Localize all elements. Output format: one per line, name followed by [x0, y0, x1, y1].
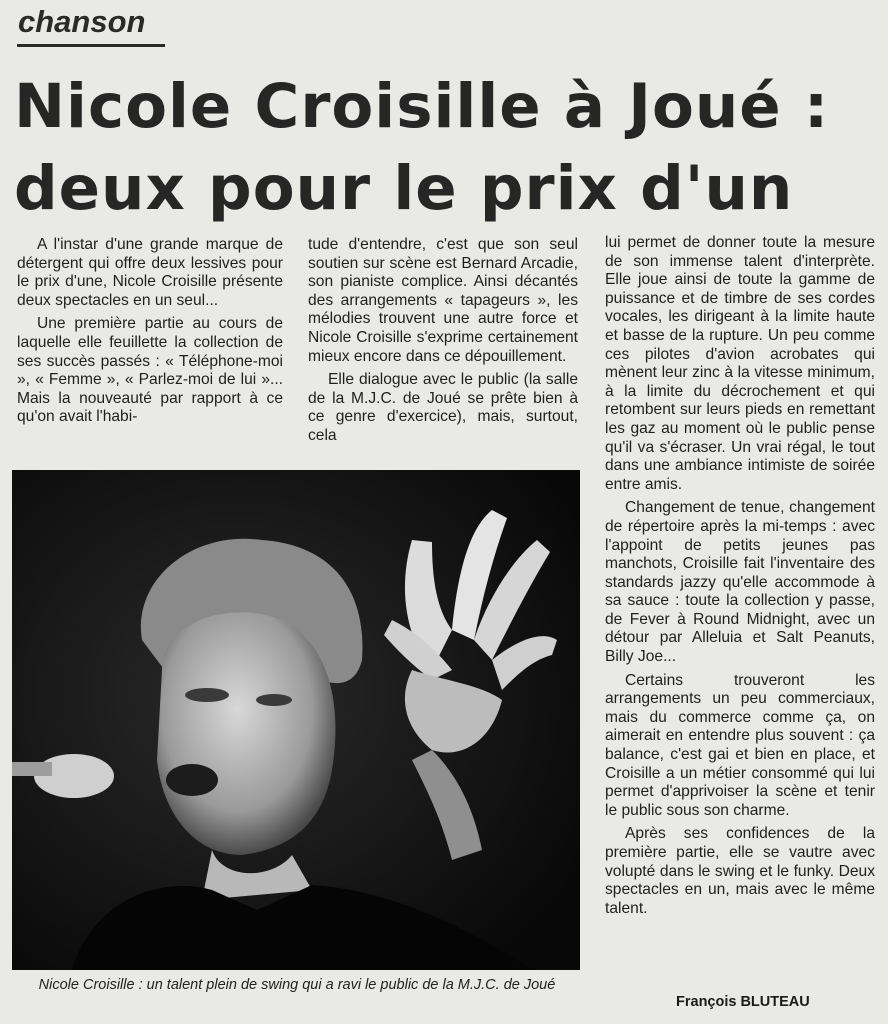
paragraph: Changement de tenue, changement de répertoire après la mi-temps : avec l'appoint de petits jeunes pas manchots, Croisille fait l'inventaire des standards jazzy qu'elle accommode à sa sauce : toute la collection y passe, de Fever à Round Midnight, avec un détour par Alleluia et Salt Peanuts, Billy Joe... [605, 499, 875, 666]
singer-photo-illustration [12, 470, 580, 970]
section-rubric: chanson [18, 4, 146, 39]
paragraph: lui permet de donner toute la mesure de son immense talent d'interprète. Elle joue ainsi de toute la gamme de puissance et de timbre de ses cordes vocales, les dirigeant à la limite haute et basse de la rupture. Un peu comme ces pilotes d'avion acrobates qui mènent leur zinc à la vitesse minimum, à la limite du décrochement et qui retombent sur leurs pieds en remettant les gaz au moment où le public pense qu'il va s'écraser. Un vrai régal, le tout dans une ambiance intimiste de soirée entre amis. [605, 234, 875, 493]
headline [14, 66, 874, 230]
paragraph: tude d'entendre, c'est que son seul soutien sur scène est Bernard Arcadie, son pianiste complice. Ainsi décantés des arrangements « tapageurs », les mélodies trouvent une autre force et Nicole Croisille s'exprime certainement mieux encore dans ce dépouillement. [308, 236, 578, 365]
paragraph: Certains trouveront les arrangements un peu commerciaux, mais du commerce comme ça, on aimerait en entendre plus souvent : ça balance, c'est gai et bien en place, et Croisille a un métier consommé qui lui permet d'apprivoiser la scène et tenir le public sous son charme. [605, 671, 875, 819]
paragraph: Une première partie au cours de laquelle elle feuillette la collection de ses succès passés : « Téléphone-moi », « Femme », « Parlez-moi de lui »... Mais la nouveauté par rapport à ce qu'on avait l'habi- [17, 315, 283, 426]
paragraph: Après ses confidences de la première partie, elle se vautre avec volupté dans le swing et le funky. Deux spectacles en un, mais avec le même talent. [605, 825, 875, 917]
headline-line-1: Nicole Croisille à Joué : [14, 71, 830, 142]
paragraph: A l'instar d'une grande marque de détergent qui offre deux lessives pour le prix d'une, Nicole Croisille présente deux spectacles en un seul... [17, 236, 283, 309]
article-column-2 [308, 236, 578, 451]
headline-line-2: deux pour le prix d'un [14, 153, 794, 224]
author-byline: François BLUTEAU [676, 994, 810, 1010]
singer-photo [12, 470, 580, 970]
article-column-1 [17, 236, 283, 432]
rubric-underline [17, 44, 165, 47]
paragraph: Elle dialogue avec le public (la salle de la M.J.C. de Joué se prête bien à ce genre d'exercice), mais, surtout, cela [308, 371, 578, 444]
article-column-3 [605, 234, 875, 923]
photo-caption: Nicole Croisille : un talent plein de swing qui a ravi le public de la M.J.C. de Joué [38, 977, 556, 993]
